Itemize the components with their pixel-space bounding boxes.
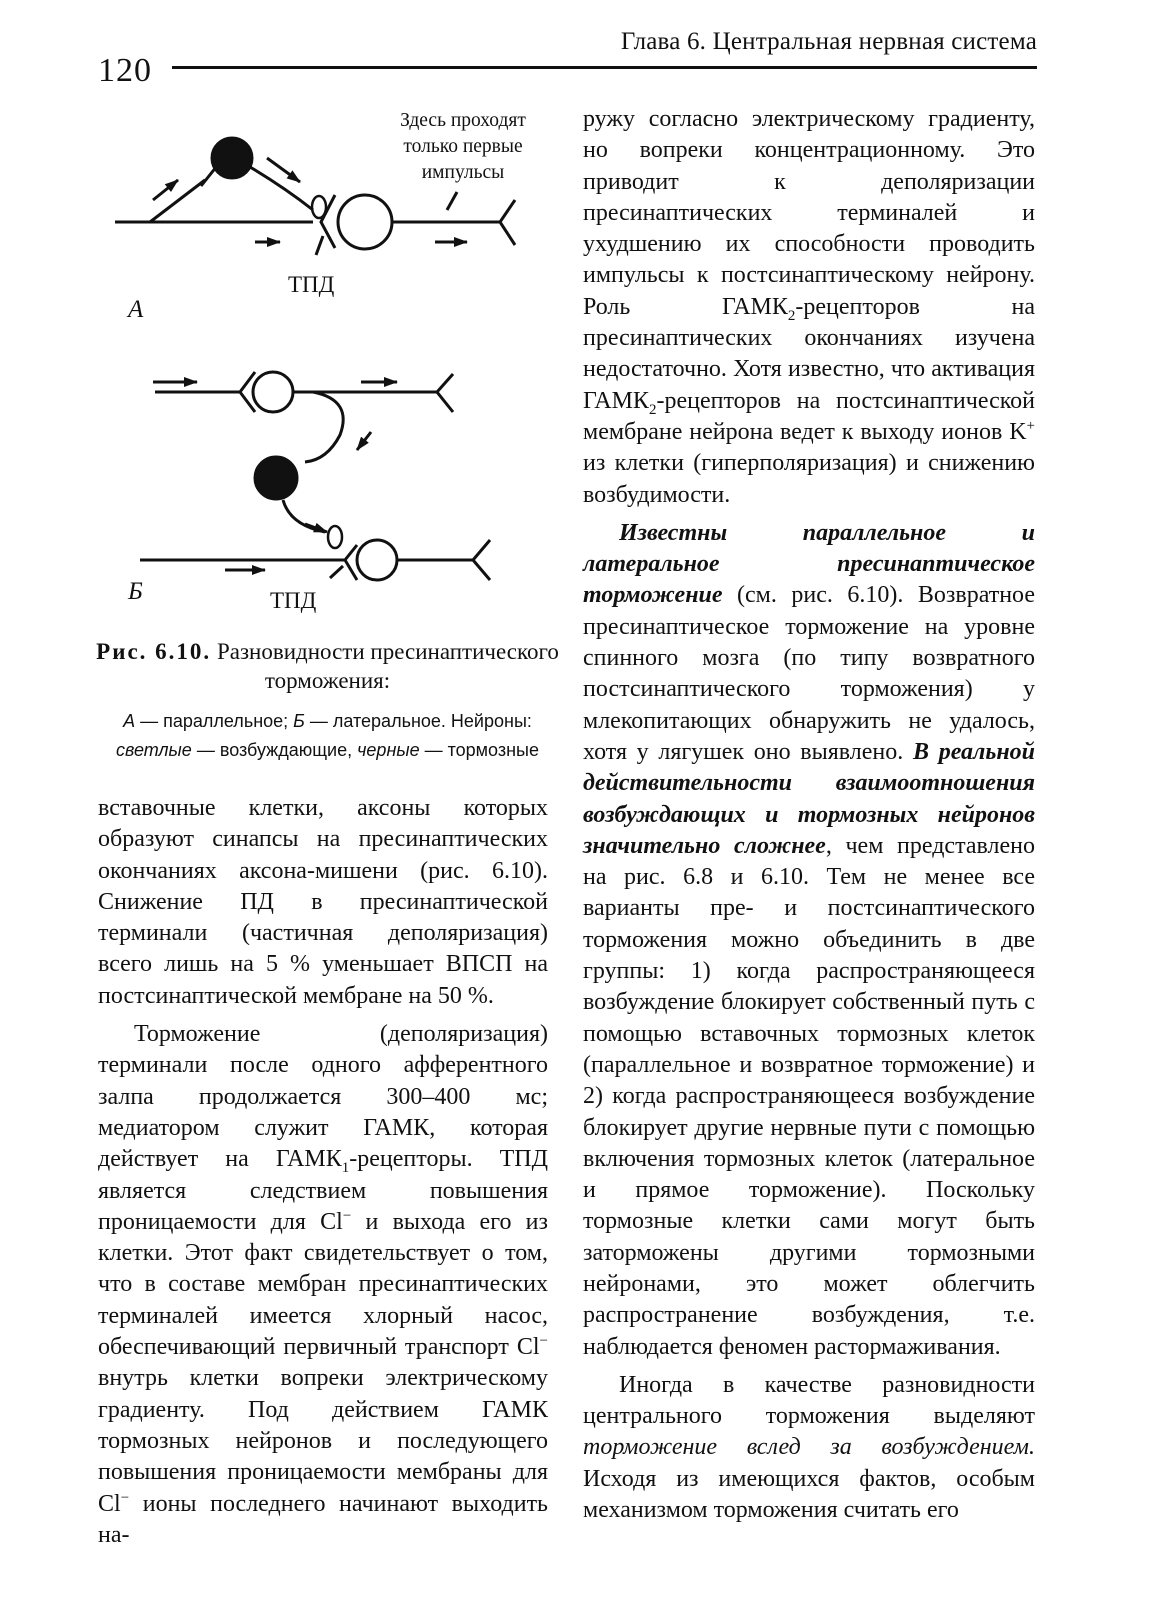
inhibitory-neuron-a [212,138,252,178]
superscript: + [1026,417,1035,434]
tpd-pointer-a [316,236,323,255]
text-run: (см. рис. 6.10). Возвратное пресинаптическое торможение на уровне спинного мозга (по типу возвратного постсинаптического торможения) у млекопитающих обнаружить не удалось, хотя у лягушек оно выявлено. [583,582,1035,765]
inhibitory-axon-a [250,167,313,210]
running-head: Глава 6. Центральная нервная система [620,28,1037,55]
output-terminal-b-bottom [473,540,490,580]
panel-b-label: Б [128,578,143,605]
inhibitory-neuron-b [255,457,297,499]
figure-caption [95,637,560,695]
page-number: 120 [98,52,152,89]
legend-text: — возбуждающие, [191,740,358,760]
emphasis-text: Известны параллельное и латеральное пресинаптическое торможение [583,519,1035,609]
figure-legend [95,707,560,765]
paragraph [98,1019,548,1551]
legend-text: — тормозные [419,740,539,760]
figure-callout [358,108,568,186]
superscript: − [342,1207,352,1224]
caption-text: Разновидности пресинаптического торможения: [216,639,559,693]
emphasis-text: В реальной действительности взаимоотношения возбуждающих и тормозных нейронов значительно сложнее [583,738,1035,859]
text-run: внутрь клетки вопреки электрическому градиенту. Под действием ГАМК тормозных нейронов и последующего повышения проницаемости мембраны для Cl [98,1365,548,1517]
text-run: и выхода его из клетки. Этот факт свидетельствует о том, что в составе мембран пресинаптических терминалей имеется хлорный насос, обеспечивающий первичный транспорт Cl [98,1208,549,1361]
callout-line: импульсы [421,162,505,183]
paragraph [583,518,1035,1363]
text-run: -рецепторы. ТПД является следствием повышения проницаемости для Cl [98,1146,548,1235]
legend-text: — латеральное. Нейроны: [304,711,532,731]
text-run: -рецепторов на постсинаптической мембране нейрона ведет к выходу ионов K [583,387,1035,445]
excitatory-neuron-a [338,195,392,249]
emphasis-text: торможение вслед за возбуждением. [583,1434,1035,1461]
subscript: 2 [648,401,657,418]
text-run: ружу согласно электрическому градиенту, но вопреки концентрационному. Это приводит к деполяризации пресинаптических терминалей и ухудшению их способности проводить импульсы к постсинаптическому нейрону. Роль ГАМК [583,106,1035,320]
header-rule [172,66,1037,69]
output-terminal-b-top [437,374,453,412]
caption-label: Рис. 6.10. [96,639,212,664]
tpd-label-b: ТПД [270,588,317,613]
arrow-collateral-b [357,432,371,450]
callout-pointer [447,192,457,210]
text-run: ионы последнего начинают выходить на- [98,1490,548,1548]
legend-light: светлые [116,740,192,760]
output-terminal-a [500,200,515,245]
subscript: 2 [787,307,796,324]
paragraph [583,104,1035,511]
arrow-collateral-a [153,180,178,200]
superscript: − [120,1489,130,1506]
synapse-vesicle-b [328,526,342,548]
legend-dark: черные [357,740,420,760]
collateral-b [305,392,343,462]
text-run: Иногда в качестве разновидности центрального торможения выделяют [583,1371,1035,1430]
excitatory-neuron-b-bottom [357,540,397,580]
presynaptic-terminal-b [345,545,357,580]
figure-6-10 [95,100,560,630]
text-run: из клетки (гиперполяризация) и снижению возбудимости. [583,450,1035,508]
subscript: 1 [341,1160,350,1177]
superscript: − [539,1333,548,1350]
tpd-label-a: ТПД [288,272,335,297]
text-run: Торможение (деполяризация) терминали после одного афферентного залпа продолжается 300–400 мс; медиатором служит ГАМК, которая действует на ГАМК [98,1021,548,1173]
right-column [583,104,1035,1533]
paragraph [583,1370,1035,1526]
tpd-pointer-b [330,566,343,578]
collateral-a [150,180,205,222]
legend-a: А [123,711,136,731]
text-run: , чем представлено на рис. 6.8 и 6.10. Тем не менее все варианты пре- и постсинаптического торможения можно объединить в две группы: 1) когда распространяющееся возбуждение блокирует собственный путь с помощью вставочных тормозных клеток (параллельное и возвратное торможение) и 2) когда распространяющееся возбуждение блокирует другие нервные пути с помощью включения тормозных клеток (латеральное и прямое торможение). Поскольку тормозные клетки сами могут быть заторможены другими тормозными нейронами, это может облегчить распространение возбуждения, т.е. наблюдается феномен растормаживания. [583,832,1036,1360]
excitatory-neuron-b-top [253,372,293,412]
text-run: Исходя из имеющихся фактов, особым механизмом торможения считать его [583,1465,1035,1524]
paragraph: вставочные клетки, аксоны которых образуют синапсы на пресинаптических окончаниях аксона-мишени (рис. 6.10). Снижение ПД в пресинаптической терминали (частичная деполяризация) всего лишь на 5 % уменьшает ВПСП на постсинаптической мембране на 50 %. [98,795,548,1009]
callout-line: только первые [403,136,523,157]
panel-b-diagram [140,372,490,580]
left-column [98,793,548,1558]
legend-text: — параллельное; [135,711,294,731]
panel-a-label: А [128,296,144,323]
legend-b: Б [293,711,305,731]
arrow-inhibitory-a [267,158,300,182]
text-run: -рецепторов на пресинаптических окончаниях изучена недостаточно. Хотя известно, что активация ГАМК [583,293,1035,414]
callout-line: Здесь проходят [400,110,526,131]
inhibitory-axon-b [283,500,325,532]
